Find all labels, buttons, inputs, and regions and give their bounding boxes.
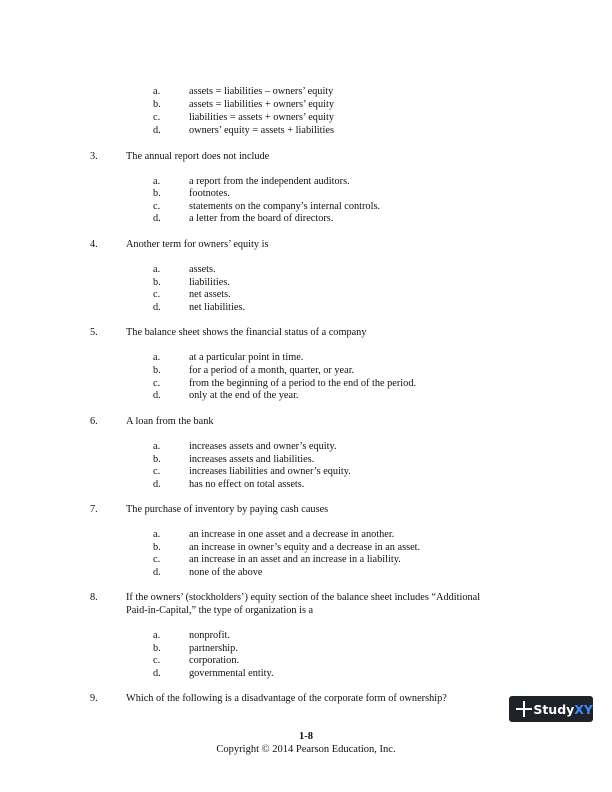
plus-icon (515, 700, 529, 718)
brand-prefix: Study (533, 701, 575, 717)
brand-suffix: XY (574, 701, 593, 717)
question-8-line-2: Paid-in-Capital,” the type of organization is a (126, 605, 314, 616)
studyxy-badge[interactable] (509, 696, 593, 722)
copyright: Copyright © 2014 Pearson Education, Inc. (216, 744, 396, 755)
page-number: 1-8 (299, 731, 313, 742)
